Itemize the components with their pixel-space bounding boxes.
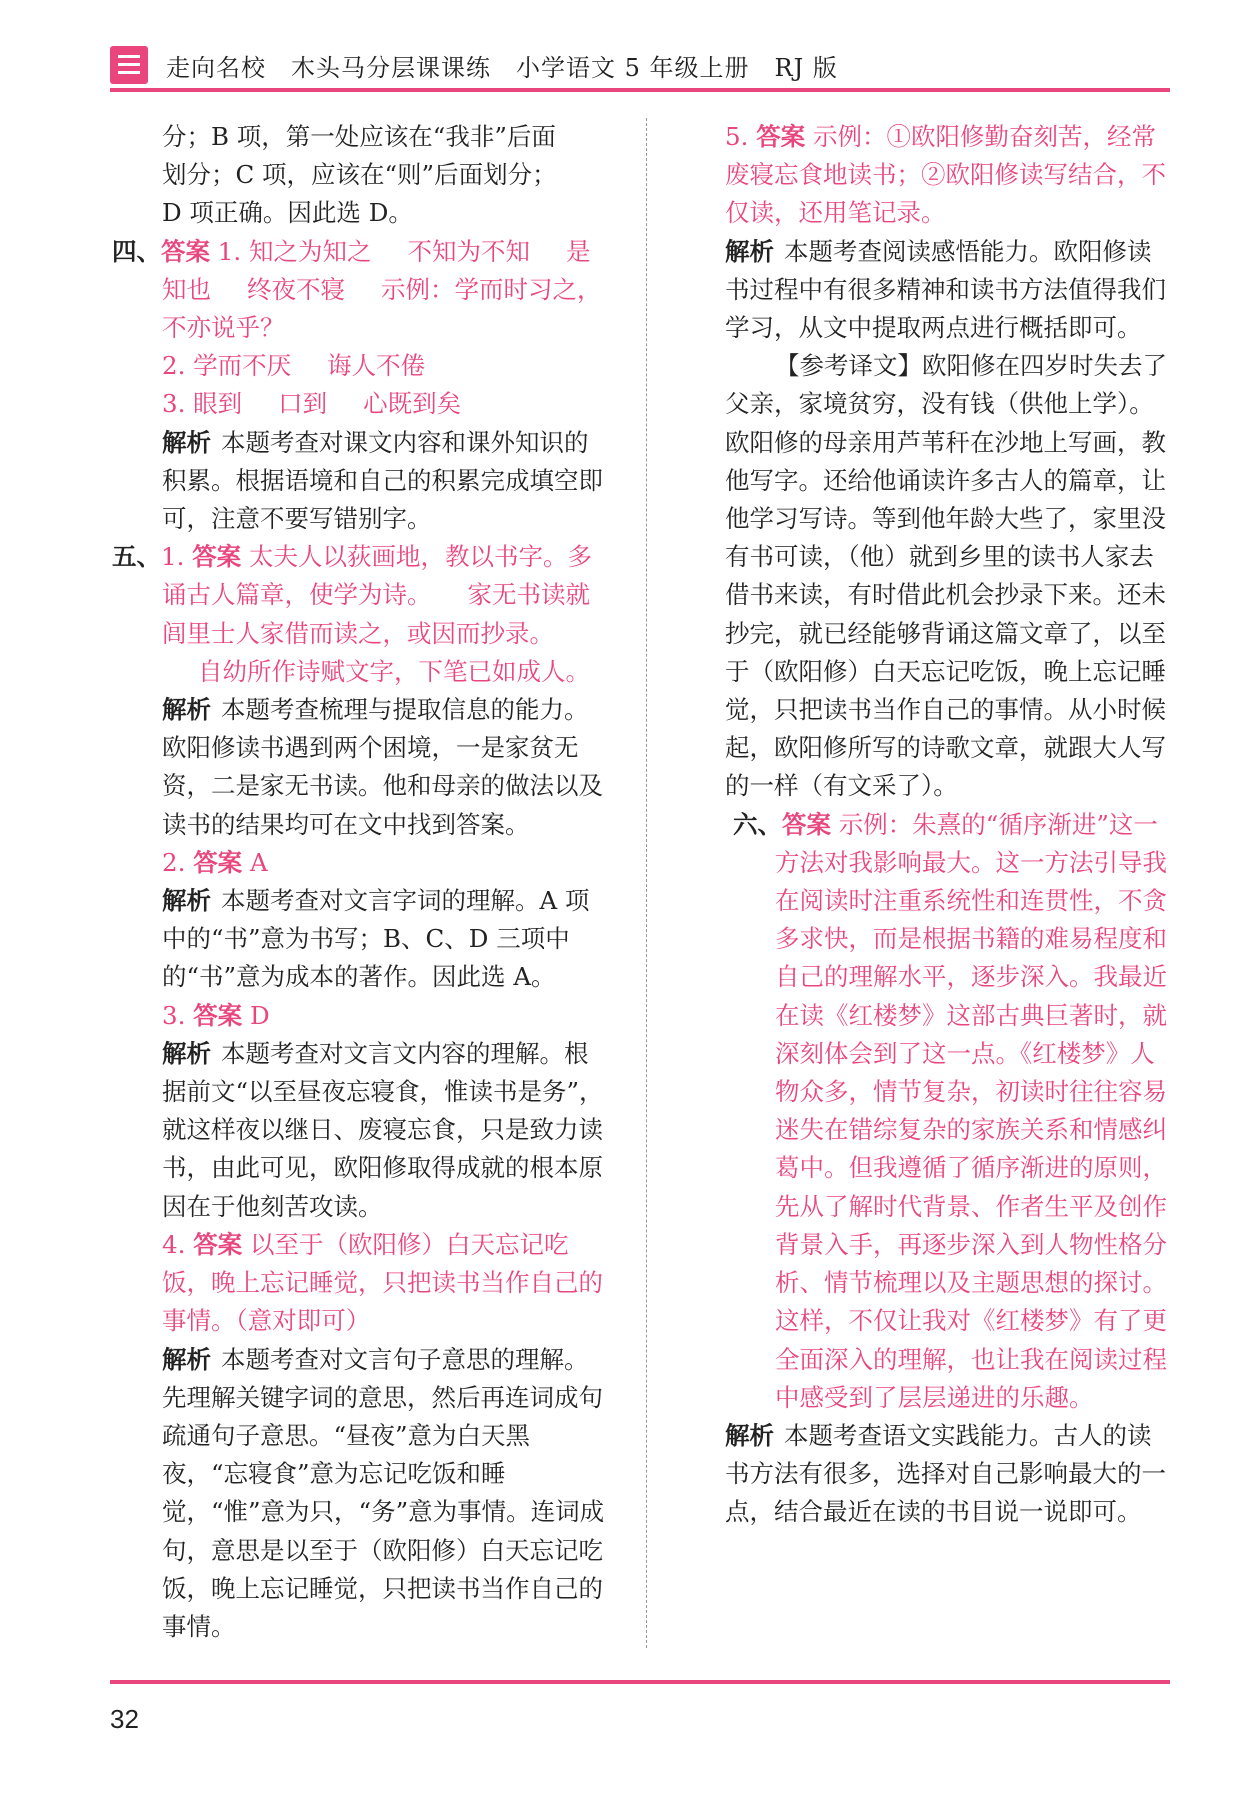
section-5-q4-answer: 4. 答案 以至于（欧阳修）白天忘记吃饭，晚上忘记睡觉，只把读书当作自己的事情。（意对即可） bbox=[162, 1229, 603, 1336]
right-column bbox=[725, 118, 1175, 1532]
left-column bbox=[112, 118, 612, 1646]
section-4-q2: 2. 学而不厌 诲人不倦 bbox=[162, 351, 426, 381]
section-6-answer: 六、答案 示例：朱熹的“循序渐进”这一方法对我影响最大。这一方法引导我在阅读时注重系统性和连贯性，不贪多求快，而是根据书籍的难易程度和自己的理解水平，逐步深入。我最近在读《红楼梦》这部古典巨著时，就深刻体会到了这一点。《红楼梦》人物众多，情节复杂，初读时往往容易迷失在错综复杂的家族关系和情感纠葛中。但我遵循了循序渐进的原则，先从了解时代背景、作者生平及创作背景入手，再逐步深入到人物性格分析、情节梳理以及主题思想的探讨。这样，不仅让我对《红楼梦》有了更全面深入的理解，也让我在阅读过程中感受到了层层递进的乐趣。 bbox=[733, 809, 1167, 1412]
section-5-q2-answer: 2. 答案 A bbox=[162, 847, 268, 877]
book-logo-icon bbox=[110, 46, 148, 84]
section-4-answer: 四、答案 1. 知之为知之 不知为不知 是知也 终夜不寝 示例：学而时习之，不亦说乎？ bbox=[112, 236, 602, 343]
section-5-q5-analysis: 解析 本题考查阅读感悟能力。欧阳修读书过程中有很多精神和读书方法值得我们学习，从文中提取两点进行概括即可。 bbox=[725, 236, 1166, 343]
column-divider bbox=[646, 118, 647, 1648]
section-5-q5-answer: 5. 答案 示例：①欧阳修勤奋刻苦，经常废寝忘食地读书；②欧阳修读写结合，不仅读，还用笔记录。 bbox=[725, 122, 1166, 228]
section-5-q2-analysis: 解析 本题考查对文言字词的理解。A 项中的“书”意为书写；B、C、D 三项中的“书”意为成本的著作。因此选 A。 bbox=[162, 886, 590, 992]
section-5-q1-answer-cont: 自幼所作诗赋文字，下笔已如成人。 bbox=[198, 656, 590, 686]
header-rule bbox=[110, 88, 1170, 92]
section-5-q1-answer: 五、1. 答案 太夫人以荻画地，教以书字。多诵古人篇章，使学为诗。 家无书读就闾里士人家借而读之，或因而抄录。 bbox=[112, 542, 592, 648]
section-5-label: 五、 bbox=[112, 542, 161, 572]
page-number: 32 bbox=[110, 1704, 139, 1734]
section-5-q1-analysis: 解析 本题考查梳理与提取信息的能力。欧阳修读书遇到两个困境，一是家贫无资，二是家无书读。他和母亲的做法以及读书的结果均可在文中找到答案。 bbox=[162, 695, 603, 839]
section-5-q3-analysis: 解析 本题考查对文言文内容的理解。根据前文“以至昼夜忘寝食，惟读书是务”，就这样夜以继日、废寝忘食，只是致力读书，由此可见，欧阳修取得成就的根本原因在于他刻苦攻读。 bbox=[162, 1038, 604, 1221]
section-6-label: 六、 bbox=[733, 809, 782, 839]
section-4-analysis: 解析 本题考查对课文内容和课外知识的积累。根据语境和自己的积累完成填空即可，注意不要写错别字。 bbox=[162, 427, 603, 534]
section-5-q4-analysis: 解析 本题考查对文言句子意思的理解。先理解关键字词的意思，然后再连词成句疏通句子意思。“昼夜”意为白天黑夜，“忘寝食”意为忘记吃饭和睡觉，“惟”意为只，“务”意为事情。连词成句，意思是以至于（欧阳修）白天忘记吃饭，晚上忘记睡觉，只把读书当作自己的事情。 bbox=[162, 1344, 605, 1641]
section-4-label: 四、 bbox=[112, 236, 161, 266]
reference-translation: 【参考译文】欧阳修在四岁时失去了父亲，家境贫穷，没有钱（供他上学）。欧阳修的母亲用芦苇秆在沙地上写画，教他写字。还给他诵读许多古人的篇章，让他学习写诗。等到他年龄大些了，家里没有书可读，（他）就到乡里的读书人家去借书来读，有时借此机会抄录下来。还未抄完，就已经能够背诵这篇文章了，以至于（欧阳修）白天忘记吃饭，晚上忘记睡觉，只把读书当作自己的事情。从小时候起，欧阳修所写的诗歌文章，就跟大人写的一样（有文采了）。 bbox=[725, 351, 1167, 801]
text-line: 分；B 项，第一处应该在“我非”后面 bbox=[162, 122, 556, 151]
header-title: 走向名校 木头马分层课课练 小学语文 5 年级上册 RJ 版 bbox=[166, 54, 838, 82]
section-5-q3-answer: 3. 答案 D bbox=[162, 1000, 270, 1030]
answer-label: 答案 bbox=[161, 236, 210, 266]
section-6-analysis: 解析 本题考查语文实践能力。古人的读书方法有很多，选择对自己影响最大的一点，结合最近在读的书目说一说即可。 bbox=[725, 1420, 1166, 1527]
text-line: D 项正确。因此选 D。 bbox=[162, 198, 413, 228]
section-4-q3: 3. 眼到 口到 心既到矣 bbox=[162, 389, 462, 419]
page-header bbox=[110, 40, 1170, 86]
footer-rule bbox=[110, 1680, 1170, 1684]
text-line: 划分；C 项，应该在“则”后面划分； bbox=[162, 160, 557, 190]
